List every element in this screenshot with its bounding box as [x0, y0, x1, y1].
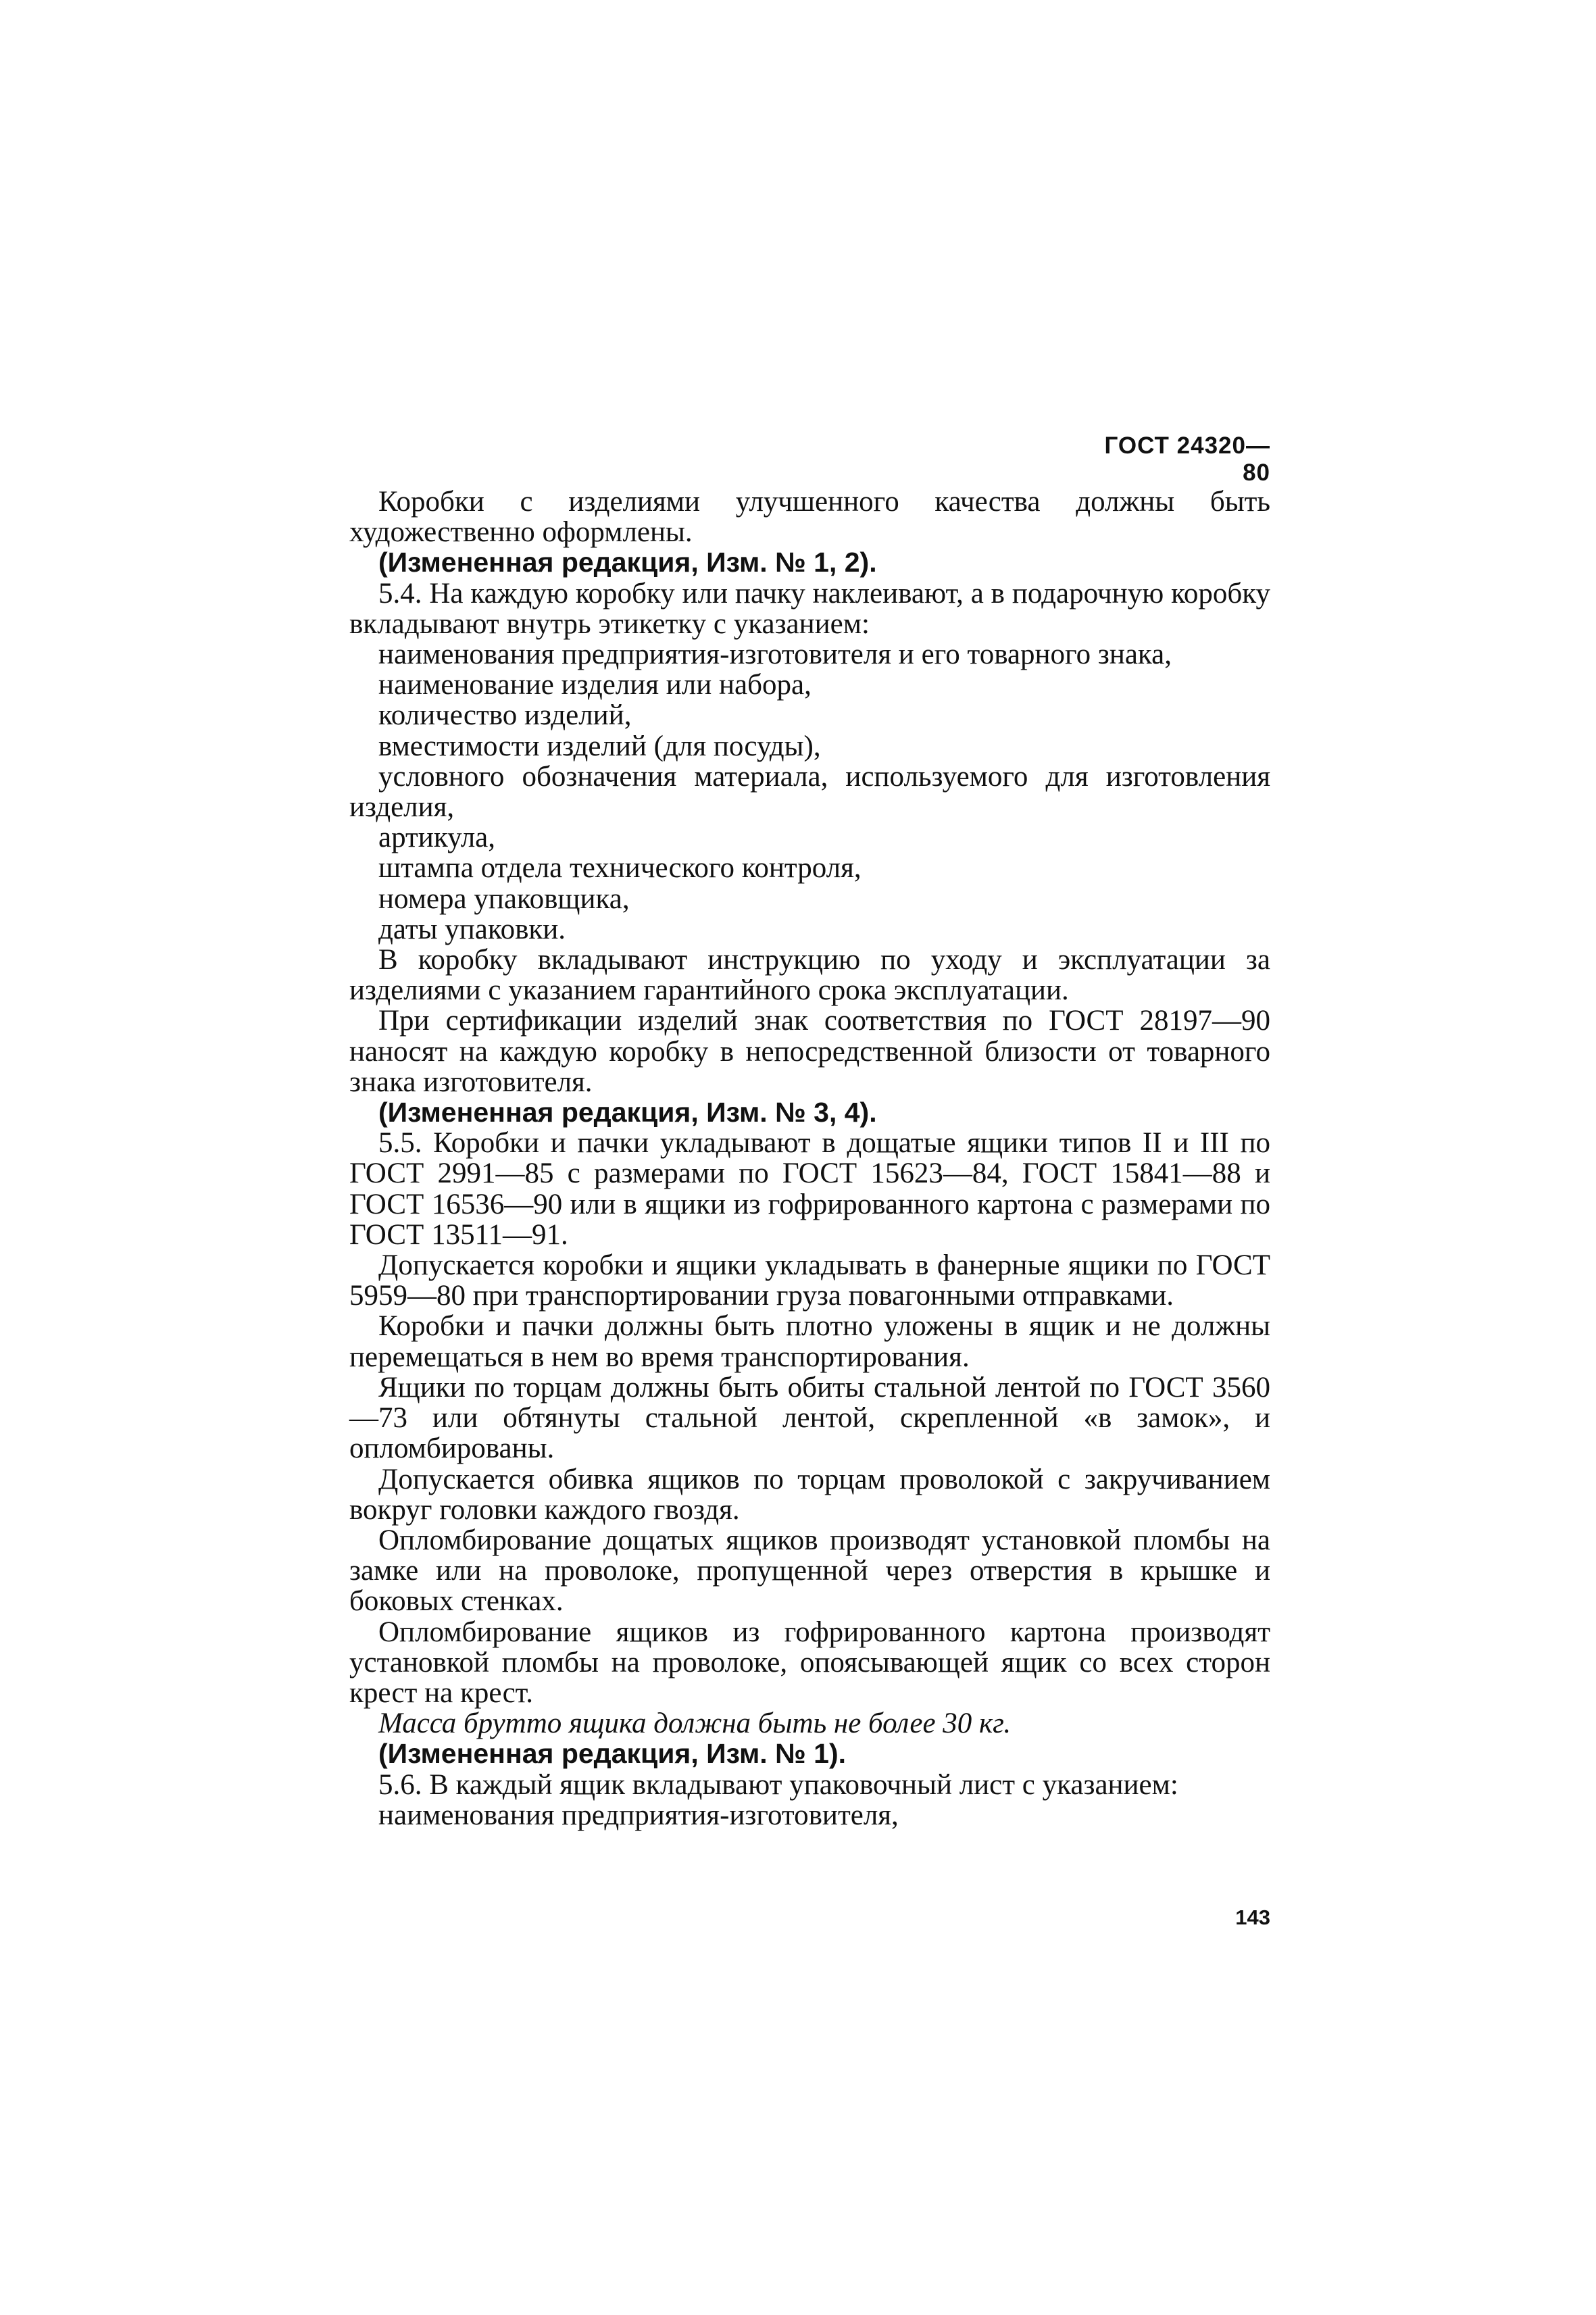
- list-item: количество изделий,: [378, 699, 632, 732]
- amendment-note: (Измененная редакция, Изм. № 1, 2).: [378, 547, 877, 578]
- list-item: вместимости изделий (для посуды),: [378, 730, 821, 762]
- clause-5-4: 5.4. На каждую коробку или пачку наклеивают, а в подарочную коробку вкладывают внутрь этикетку с указанием:: [349, 577, 1270, 640]
- paragraph-instructions: В коробку вкладывают инструкцию по уходу и эксплуатации за изделиями с указанием гарантийного срока эксплуатации.: [349, 944, 1270, 1007]
- list-item: наименования предприятия-изготовителя и его товарного знака,: [378, 639, 1172, 671]
- paragraph-wire-binding: Допускается обивка ящиков по торцам проволокой с закручиванием вокруг головки каждого гвоздя.: [349, 1463, 1270, 1526]
- list-item: штампа отдела технического контроля,: [378, 852, 862, 885]
- list-item: даты упаковки.: [378, 913, 566, 945]
- clause-5-5: 5.5. Коробки и пачки укладывают в дощатые ящики типов II и III по ГОСТ 2991—85 с размерами по ГОСТ 15623—84, ГОСТ 15841—88 и ГОСТ 16536—90 или в ящики из гофрированного картона с размерами по ГОСТ 13511—91.: [349, 1127, 1270, 1251]
- paragraph-certification: При сертификации изделий знак соответствия по ГОСТ 28197—90 наносят на каждую коробку в непосредственной близости от товарного знака изготовителя.: [349, 1005, 1270, 1098]
- list-item: условного обозначения материала, используемого для изготовления изделия,: [349, 760, 1270, 824]
- list-item: наименования предприятия-изготовителя,: [378, 1799, 899, 1831]
- paragraph-packing-tight: Коробки и пачки должны быть плотно уложены в ящик и не должны перемещаться в нем во время транспортирования.: [349, 1310, 1270, 1373]
- amendment-note: (Измененная редакция, Изм. № 3, 4).: [378, 1097, 877, 1128]
- page-number: 143: [1235, 1906, 1270, 1929]
- list-item: артикула,: [378, 822, 496, 854]
- paragraph-sealing-cardboard: Опломбирование ящиков из гофрированного картона производят установкой пломбы на проволоке, опоясывающей ящик со всех сторон крест на крест.: [349, 1616, 1270, 1709]
- list-item: наименование изделия или набора,: [378, 669, 812, 701]
- paragraph-steel-tape: Ящики по торцам должны быть обиты стальной лентой по ГОСТ 3560—73 или обтянуты стальной лентой, скрепленной «в замок», и опломбированы.: [349, 1371, 1270, 1465]
- amendment-note: (Измененная редакция, Изм. № 1).: [378, 1738, 847, 1770]
- document-body: [349, 487, 1270, 1831]
- standard-header: ГОСТ 24320—80: [1104, 432, 1270, 486]
- paragraph-box-decoration: Коробки с изделиями улучшенного качества должны быть художественно оформлены.: [349, 486, 1270, 549]
- paragraph-sealing-wooden: Опломбирование дощатых ящиков производят установкой пломбы на замке или на проволоке, пропущенной через отверстия в крышке и боковых стенках.: [349, 1524, 1270, 1618]
- paragraph-gross-mass: Масса брутто ящика должна быть не более 30 кг.: [378, 1708, 1012, 1740]
- list-item: номера упаковщика,: [378, 882, 630, 915]
- clause-5-6: 5.6. В каждый ящик вкладывают упаковочный лист с указанием:: [378, 1768, 1178, 1801]
- paragraph-plywood-boxes: Допускается коробки и ящики укладывать в фанерные ящики по ГОСТ 5959—80 при транспортировании груза повагонными отправками.: [349, 1249, 1270, 1312]
